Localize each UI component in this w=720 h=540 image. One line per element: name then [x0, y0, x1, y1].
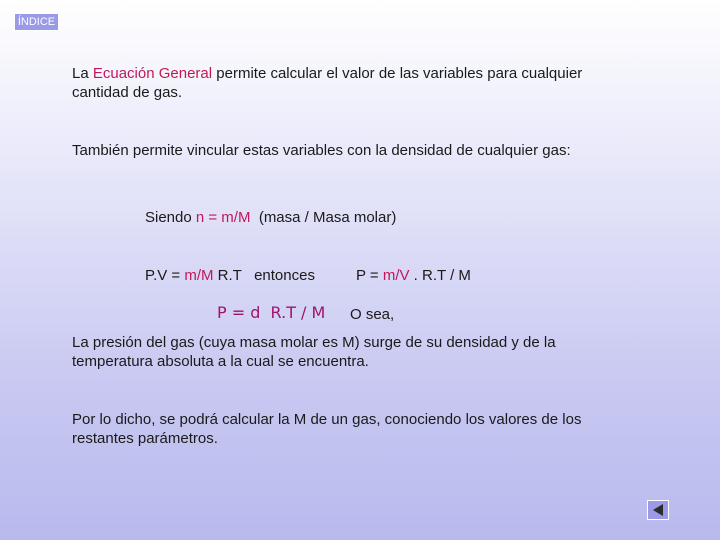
o-sea-label: O sea,: [350, 306, 395, 323]
equation-p-density: [356, 247, 471, 285]
eq1-left-hl: m/M: [184, 267, 214, 284]
siendo-suffix: (masa / Masa molar): [250, 209, 397, 226]
paragraph-presion: La presión del gas (cuya masa molar es M) surge de su densidad y de la temperatura absoluta a la cual se encuentra.: [72, 334, 556, 370]
index-button[interactable]: ÍNDICE: [14, 13, 59, 31]
paragraph-densidad: También permite vincular estas variables con la densidad de cualquier gas:: [72, 142, 571, 159]
eq1-right-a: P =: [356, 267, 383, 284]
density-equation: P = d R.T / M: [217, 303, 326, 322]
para1-text-a: La: [72, 65, 93, 82]
para1-highlight: Ecuación General: [92, 65, 213, 82]
eq1-left-a: P.V =: [145, 267, 185, 284]
triangle-left-icon: [651, 503, 665, 517]
eq1-right-hl: m/V: [382, 267, 410, 284]
siendo-formula: n = m/M: [195, 209, 251, 226]
siendo-line: [145, 189, 396, 227]
para1-text-b: permite calcular el valor de las variables para cualquier cantidad de gas.: [72, 65, 583, 101]
eq1-right-b: . R.T / M: [409, 267, 471, 284]
equation-pv: [145, 247, 315, 285]
back-button[interactable]: [647, 500, 669, 520]
eq1-left-b: R.T entonces: [213, 267, 315, 284]
paragraph-ecuacion-general: [72, 64, 592, 102]
siendo-prefix: Siendo: [145, 209, 196, 226]
paragraph-conclusion: Por lo dicho, se podrá calcular la M de un gas, conociendo los valores de los restantes parámetros.: [72, 411, 582, 447]
